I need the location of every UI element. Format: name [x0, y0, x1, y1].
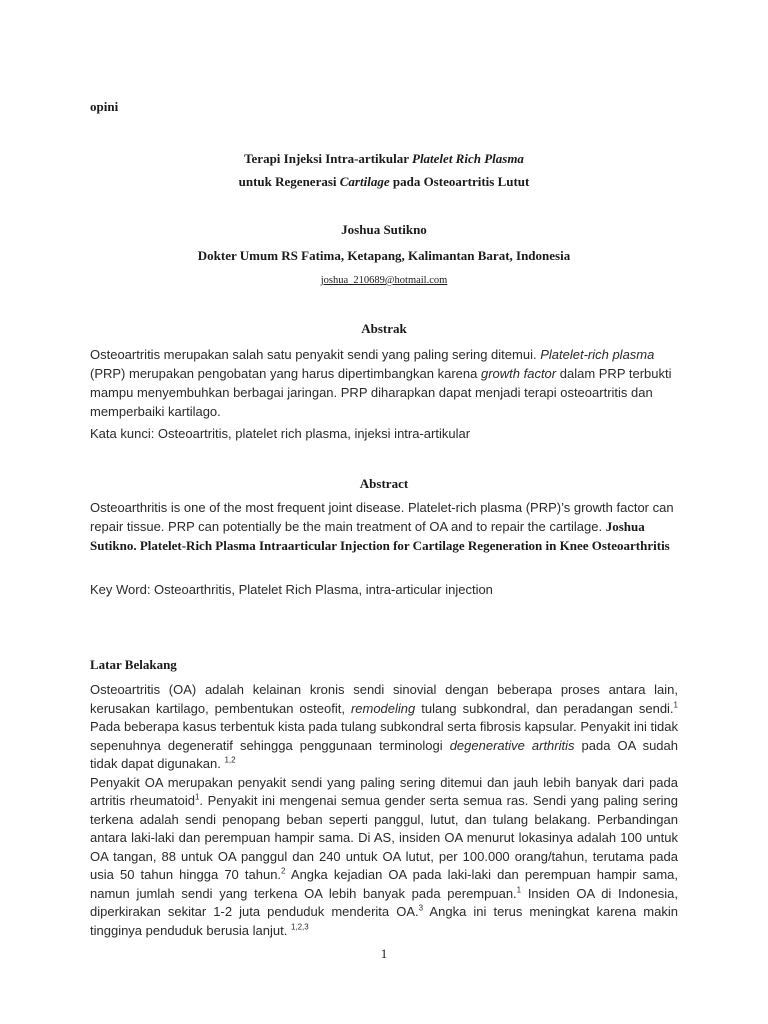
- abstrak-text: Osteoartritis merupakan salah satu penyakit sendi yang paling sering ditemui. Platelet-rich plasma (PRP) merupakan pengobatan yang harus dipertimbangkan karena growth factor dalam PRP terbukti mampu menyembuhkan berbagai jaringan. PRP diharapkan dapat menjadi terapi osteoartritis dan memperbaiki kartilago.: [90, 347, 672, 419]
- title-line-2: untuk Regenerasi Cartilage pada Osteoartritis Lutut: [238, 174, 530, 189]
- abstrak-keywords: Kata kunci: Osteoartritis, platelet rich plasma, injeksi intra-artikular: [90, 426, 471, 441]
- paragraph-1: Osteoartritis (OA) adalah kelainan kronis sendi sinovial dengan beberapa proses antara lain, kerusakan kartilago, pembentukan osteofit, remodeling tulang subkondral, dan peradangan sendi.$^1$ Pada beberapa kasus terbentuk kista pada tulang subkondral serta fibrosis kapsular. Penyakit ini tidak sepenuhnya degeneratif sehingga penggunaan terminologi degenerative arthritis pada OA sudah tidak dapat digunakan. $^{1,2}$: [90, 682, 679, 771]
- abstract-text: Osteoarthritis is one of the most frequent joint disease. Platelet-rich plasma (PRP)’s growth factor can repair tissue. PRP can potentially be the main treatment of OA and to repair the cartilage. Joshua Sutikno. Platelet-Rich Plasma Intraarticular Injection for Cartilage Regeneration in Knee Osteoarthritis: [90, 500, 674, 553]
- abstrak-heading: Abstrak: [361, 321, 407, 336]
- author-name: Joshua Sutikno: [341, 222, 427, 237]
- paragraph-2: Penyakit OA merupakan penyakit sendi yang paling sering ditemui dan jauh lebih banyak dari pada artritis rheumatoid$^1$. Penyakit ini mengenai semua gender serta semua ras. Sendi yang paling sering terkena adalah sendi penopang beban seperti panggul, lutut, dan tulang belakang. Perbandingan antara laki-laki dan perempuan hampir sama. Di AS, insiden OA menurut lokasinya adalah 100 untuk OA tangan, 88 untuk OA panggul dan 240 untuk OA lutut, per 100.000 orang/tahun, terutama pada usia 50 tahun hingga 70 tahun.$^2$ Angka kejadian OA pada laki-laki dan perempuan hampir sama, namun jumlah sendi yang terkena OA lebih banyak pada perempuan.$^1$ Insiden OA di Indonesia, diperkirakan sekitar 1-2 juta penduduk menderita OA.$^3$ Angka ini terus meningkat karena makin tingginya penduduk berusia lanjut. $^{1,2,3}$: [90, 774, 678, 938]
- title-line-1: Terapi Injeksi Intra-artikular Platelet Rich Plasma: [244, 151, 524, 166]
- article-title: [90, 147, 678, 193]
- author-affiliation: Dokter Umum RS Fatima, Ketapang, Kalimantan Barat, Indonesia: [197, 248, 571, 263]
- section-tag: opini: [90, 99, 119, 114]
- page-number: 1: [380, 946, 388, 961]
- author-email[interactable]: [90, 271, 678, 290]
- latar-belakang-body: [90, 681, 678, 940]
- abstract-heading: Abstract: [359, 476, 409, 491]
- abstract-keywords: Key Word: Osteoarthritis, Platelet Rich Plasma, intra-articular injection: [90, 582, 493, 597]
- email-link[interactable]: joshua_210689@hotmail.com: [320, 275, 448, 286]
- section-heading-latar-belakang: Latar Belakang: [90, 657, 177, 672]
